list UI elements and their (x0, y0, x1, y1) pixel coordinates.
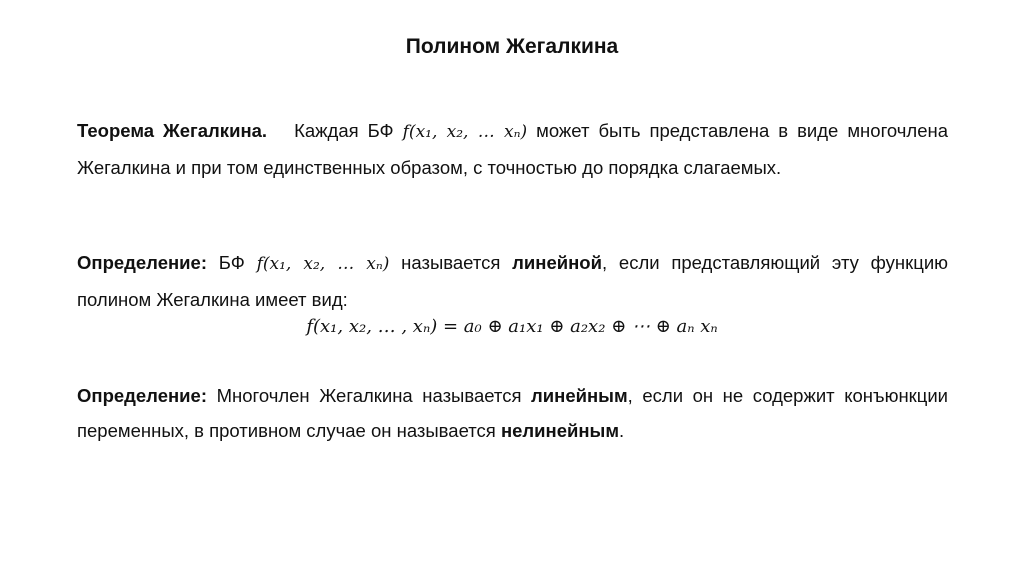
slide-title: Полином Жегалкина (405, 35, 619, 58)
theorem-heading: Теорема Жегалкина. (77, 120, 268, 141)
linear-polynomial-formula: f(x₁, x₂, … , xₙ) = a₀ ⊕ a₁x₁ ⊕ a₂x₂ ⊕ ⋯ ⊕ aₙ xₙ (306, 316, 718, 337)
definition2-text-mid: , если он не содержит конъюнкции переменных, в противном случае он называется (77, 385, 949, 441)
theorem-text-post: может быть представлена в виде многочлена Жегалкина и при том единственных образом, с точностью до порядка слагаемых. (77, 120, 949, 178)
theorem-text-pre: Каждая БФ (294, 120, 394, 141)
definition2-text-pre: Многочлен Жегалкина называется (216, 385, 522, 406)
definition-linear-function (77, 245, 948, 317)
definition2-text-post: . (619, 420, 625, 441)
definition-bold-term: линейной (512, 252, 602, 273)
theorem-function: f(x₁, x₂, … xₙ) (402, 122, 528, 142)
definition-function: f(x₁, x₂, … xₙ) (256, 254, 390, 274)
definition-text-post: , если представляющий эту функцию полином Жегалкина имеет вид: (77, 252, 949, 310)
definition2-bold-term: линейным (531, 385, 628, 406)
definition2-heading: Определение: (77, 385, 207, 406)
definition-linear-polynomial (77, 378, 948, 448)
definition-text-mid: называется (401, 252, 501, 273)
theorem-paragraph (77, 113, 948, 185)
definition2-bold-term-2: нелинейным (500, 420, 620, 441)
definition-text-pre: БФ (218, 252, 245, 273)
definition-heading: Определение: (77, 252, 207, 273)
